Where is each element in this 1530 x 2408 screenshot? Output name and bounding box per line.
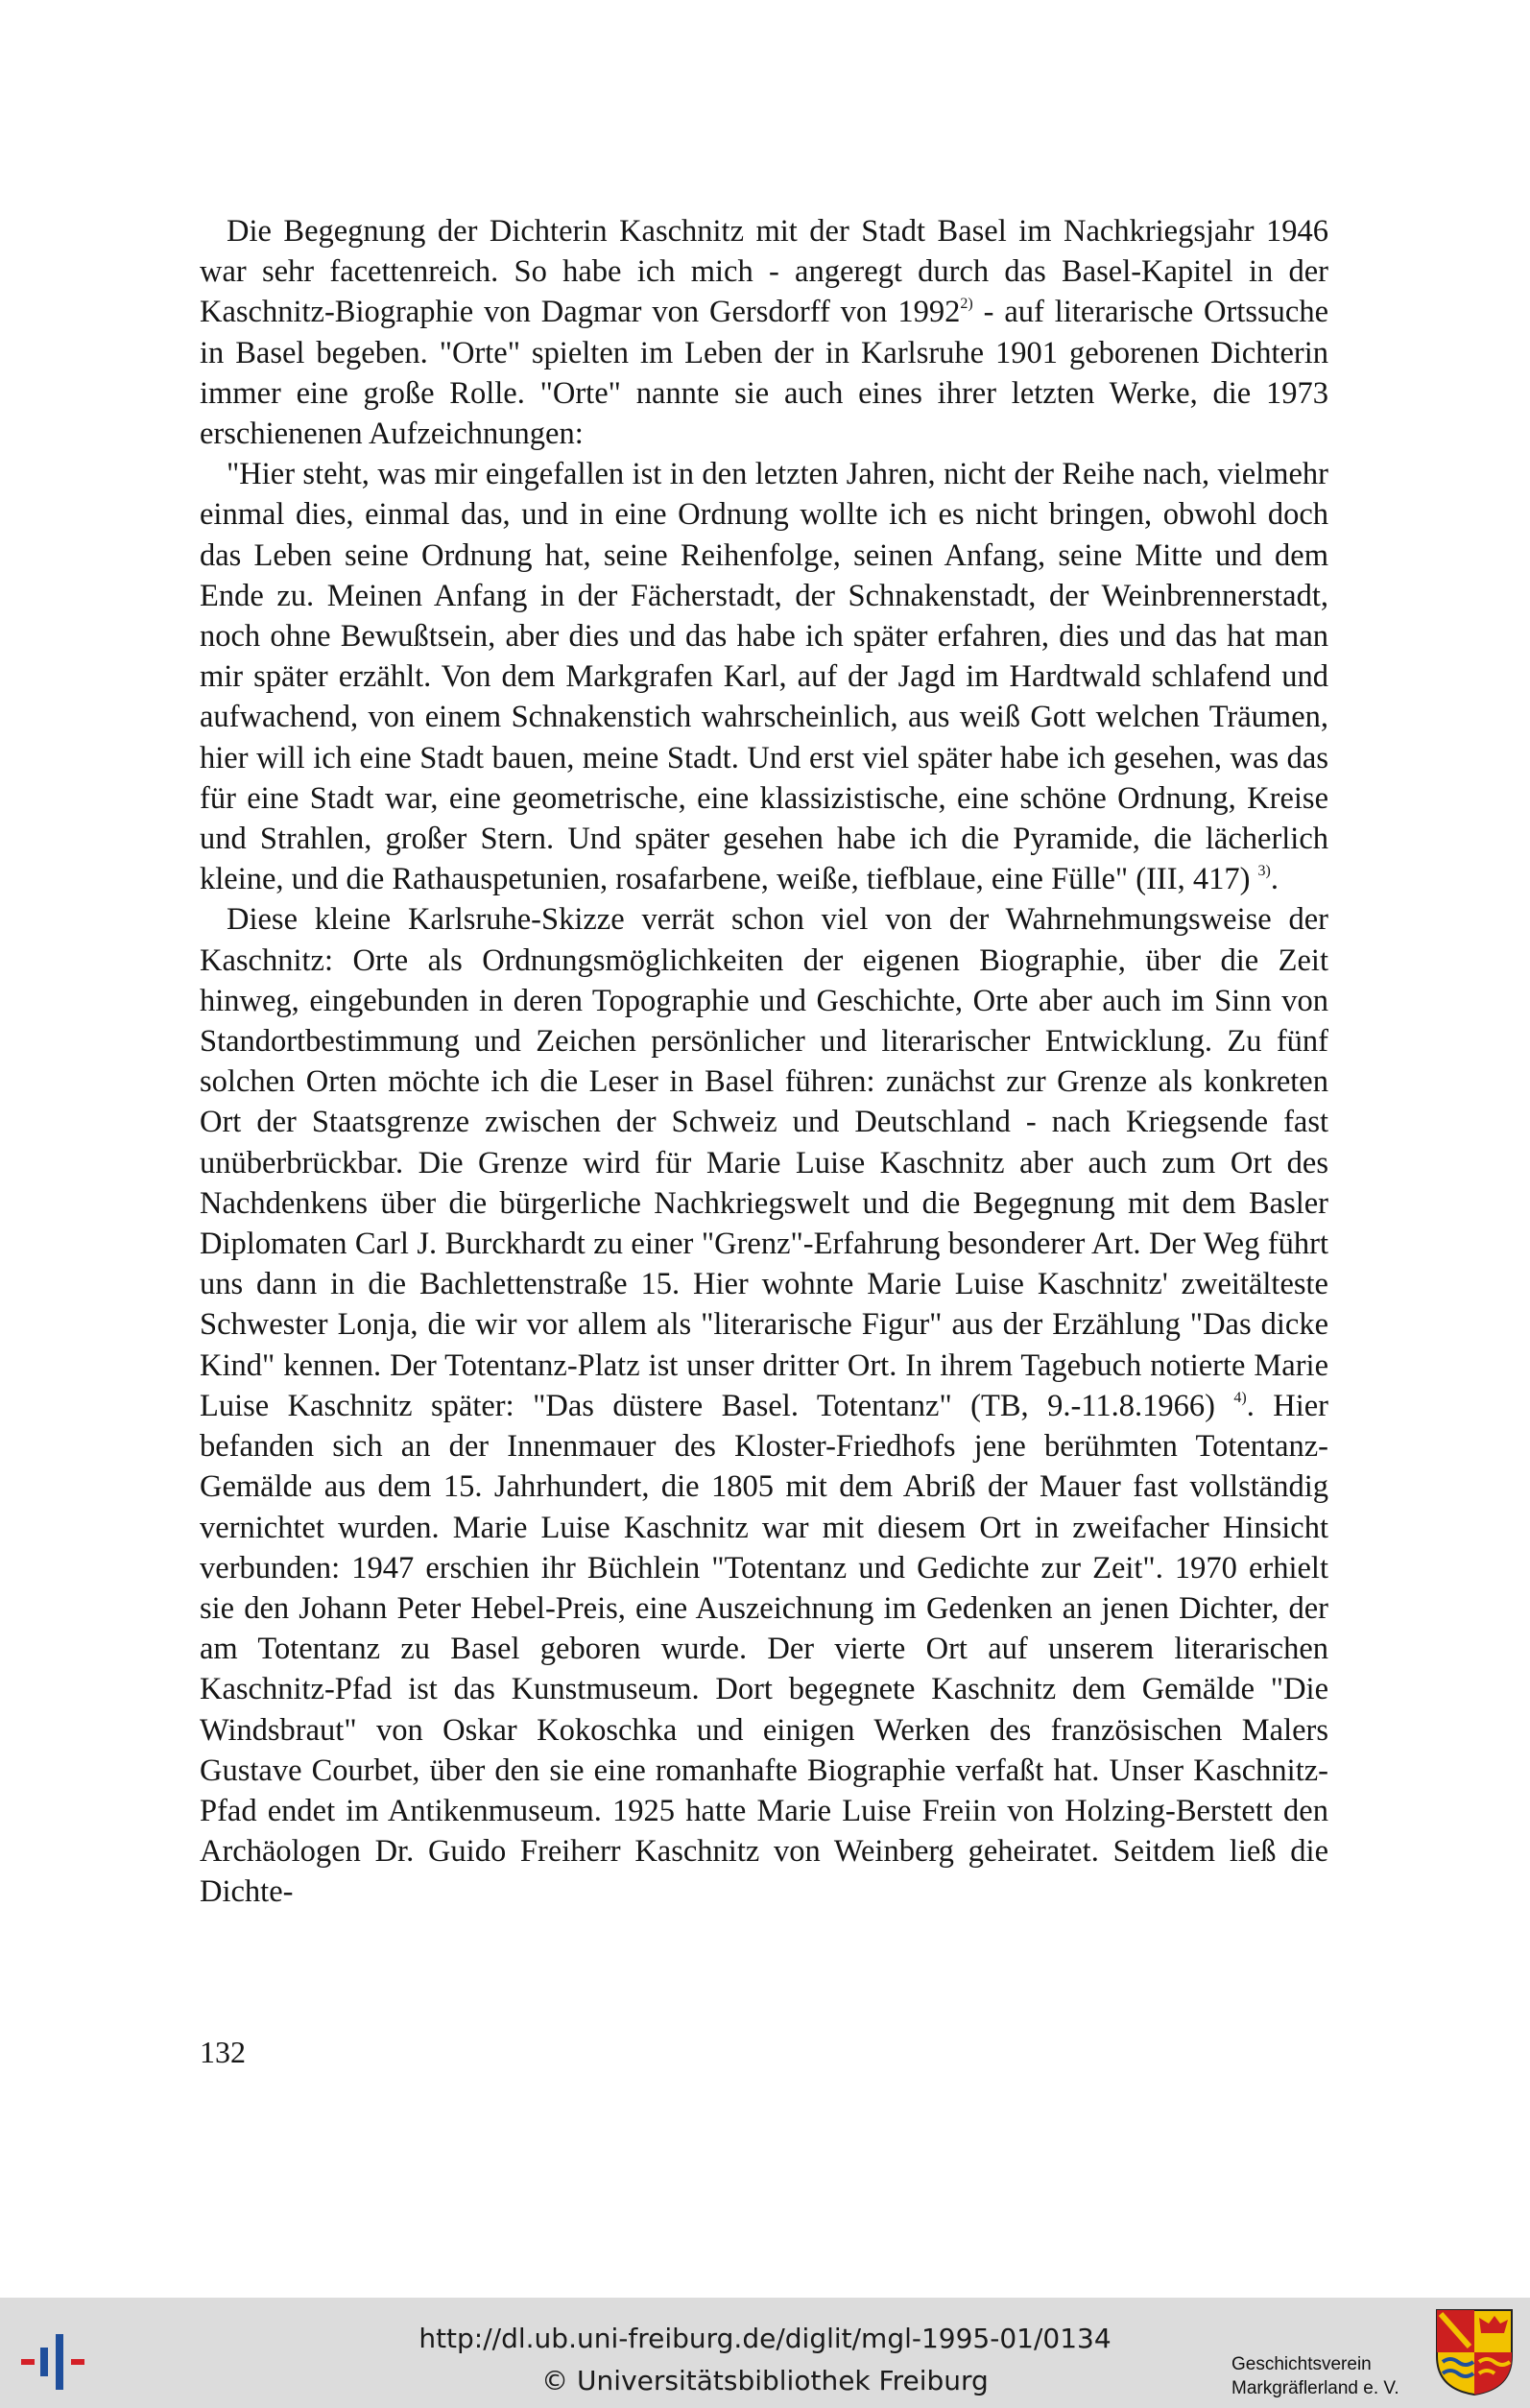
text-run: . Hier befanden sich an der Innenmauer des Kloster-Friedhofs jene berühmten Totentanz-Gemälde aus dem 15. Jahrhundert, die 1805 mit dem Abriß der Mauer fast vollständig vernichtet wurden. Marie Luise Kaschnitz war mit diesem Ort in zweifacher Hinsicht verbunden: 1947 erschien ihr Büchlein "Totentanz und Gedichte zur Zeit". 1970 erhielt sie den Johann Peter Hebel-Preis, eine Auszeichnung im Gedenken an jenen Dichter, der am Totentanz zu Basel geboren wurde. Der vierte Ort auf unserem literarischen Kaschnitz-Pfad ist das Kunstmuseum. Dort begegnete Kaschnitz dem Gemälde "Die Windsbraut" von Oskar Kokoschka und einigen Werken des französischen Malers Gustave Courbet, über den sie eine romanhafte Biographie verfaßt hat. Unser Kaschnitz-Pfad endet im Antikenmuseum. 1925 hatte Marie Luise Freiin von Holzing-Berstett den Archäologen Dr. Guido Freiherr Kaschnitz von Weinberg geheiratet. Seitdem ließ die Dichte- <box>200 1388 1328 1910</box>
society-name <box>1231 2352 1445 2400</box>
text-run: - auf literarische Ortssuche in Basel begeben. "Orte" spielten im Leben der in Karlsruhe 1901 geborenen Dichterin immer eine große Rolle. "Orte" nannte sie auch eines ihrer letzten Werke, die 1973 erschienenen Aufzeichnungen: <box>200 295 1329 452</box>
text-run: . <box>1270 862 1279 897</box>
society-crest-icon[interactable] <box>1435 2308 1514 2396</box>
society-name-line-2: Markgräflerland e. V. <box>1231 2378 1399 2398</box>
article-body <box>200 211 1328 1913</box>
permalink-link[interactable]: http://dl.ub.uni-freiburg.de/diglit/mgl-1995-01/0134 <box>418 2323 1112 2354</box>
footnote-marker: 2) <box>960 296 973 313</box>
text-run: Diese kleine Karlsruhe-Skizze verrät schon viel von der Wahrnehmungsweise der Kaschnitz: Orte als Ordnungsmöglichkeiten der eigenen Biographie, über die Zeit hinweg, eingebunden in deren Topographie und Geschichte, Orte aber auch im Sinn von Standortbestimmung und Zeichen persönlicher und literarischer Entwicklung. Zu fünf solchen Orten möchte ich die Leser in Basel führen: zunächst zur Grenze als konkreten Ort der Staatsgrenze zwischen der Schweiz und Deutschland - nach Kriegsende fast unüberbrückbar. Die Grenze wird für Marie Luise Kaschnitz aber auch zum Ort des Nachdenkens über die bürgerliche Nachkriegswelt und die Begegnung mit dem Basler Diplomaten Carl J. Burckhardt zu einer "Grenz"-Erfahrung besonderer Art. Der Weg führt uns dann in die Bachlettenstraße 15. Hier wohnte Marie Luise Kaschnitz' zweitälteste Schwester Lonja, die wir vor allem als "literarische Figur" aus der Erzählung "Das dicke Kind" kennen. Der Totentanz-Platz ist unser dritter Ort. In ihrem Tagebuch notierte Marie Luise Kaschnitz später: "Das düstere Basel. Totentanz" (TB, 9.-11.8.1966) <box>200 902 1328 1423</box>
page-number: 132 <box>200 2035 246 2069</box>
text-run: "Hier steht, was mir eingefallen ist in den letzten Jahren, nicht der Reihe nach, vielmehr einmal dies, einmal das, und in eine Ordnung wollte ich es nicht bringen, obwohl doch das Leben seine Ordnung hat, seine Reihenfolge, seinen Anfang, seine Mitte und dem Ende zu. Meinen Anfang in der Fächerstadt, der Schnakenstadt, der Weinbrennerstadt, noch ohne Bewußtsein, aber dies und das habe ich später erfahren, dies und das hat man mir später erzählt. Von dem Markgrafen Karl, auf der Jagd im Hardtwald schlafend und aufwachend, von einem Schnakenstich wahrscheinlich, aus weiß Gott welchen Träumen, hier will ich eine Stadt bauen, meine Stadt. Und erst viel später habe ich gesehen, was das für eine Stadt war, eine geometrische, eine klassizistische, eine schöne Ordnung, Kreise und Strahlen, großer Stern. Und später gesehen habe ich die Pyramide, die lächerlich kleine, und die Rathauspetunien, rosafarbene, weiße, tiefblaue, eine Fülle" (III, 417) <box>200 457 1328 897</box>
society-name-line-1: Geschichtsverein <box>1231 2354 1372 2374</box>
body-paragraph <box>200 454 1328 899</box>
text-run: Die Begegnung der Dichterin Kaschnitz mit der Stadt Basel im Nachkriegsjahr 1946 war sehr facettenreich. So habe ich mich - angeregt durch das Basel-Kapitel in der Kaschnitz-Biographie von Dagmar von Gersdorff von 1992 <box>200 214 1328 330</box>
copyright-notice: © Universitätsbibliothek Freiburg <box>541 2365 989 2396</box>
body-paragraph <box>200 899 1328 1912</box>
footnote-marker: 3) <box>1257 863 1271 880</box>
footnote-marker: 4) <box>1233 1389 1247 1406</box>
body-paragraph <box>200 211 1328 454</box>
